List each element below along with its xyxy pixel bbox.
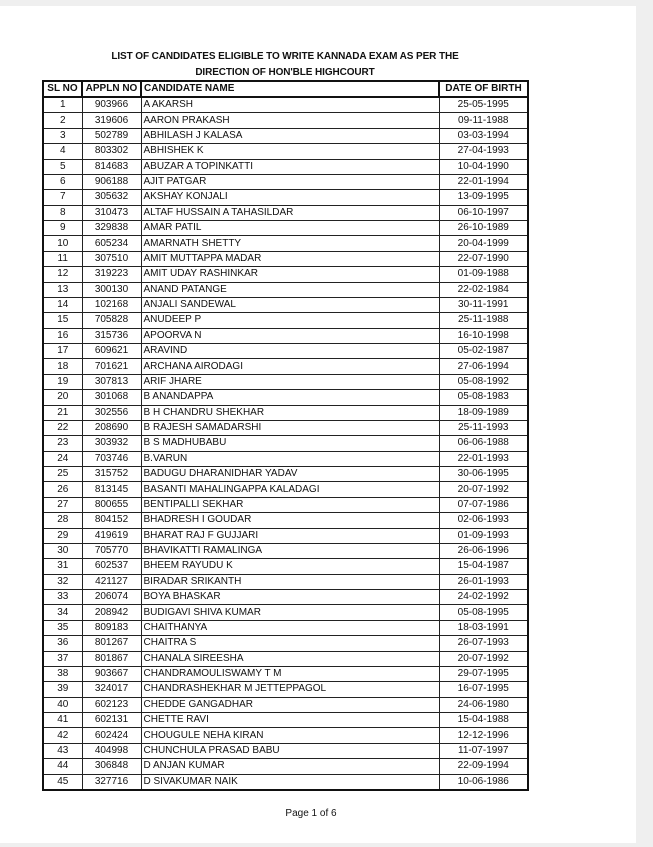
table-row <box>43 513 528 528</box>
table-row <box>43 205 528 220</box>
table-row <box>43 543 528 558</box>
table-row <box>43 159 528 174</box>
cell-candidate-name: AMIT UDAY RASHINKAR <box>141 267 439 282</box>
cell-appln-no: 701621 <box>82 359 141 374</box>
table-row <box>43 482 528 497</box>
cell-date-of-birth: 20-04-1999 <box>439 236 528 251</box>
cell-candidate-name: ABHISHEK K <box>141 144 439 159</box>
table-row <box>43 728 528 743</box>
cell-sl-no: 36 <box>43 636 82 651</box>
header-appln-no: APPLN NO <box>82 81 141 97</box>
cell-candidate-name: BOYA BHASKAR <box>141 590 439 605</box>
cell-appln-no: 305632 <box>82 190 141 205</box>
cell-date-of-birth: 06-10-1997 <box>439 205 528 220</box>
cell-date-of-birth: 30-11-1991 <box>439 297 528 312</box>
table-row <box>43 451 528 466</box>
table-body <box>43 97 528 790</box>
cell-date-of-birth: 03-03-1994 <box>439 128 528 143</box>
cell-candidate-name: B.VARUN <box>141 451 439 466</box>
cell-date-of-birth: 18-09-1989 <box>439 405 528 420</box>
table-row <box>43 313 528 328</box>
cell-sl-no: 5 <box>43 159 82 174</box>
cell-candidate-name: BADUGU DHARANIDHAR YADAV <box>141 467 439 482</box>
cell-candidate-name: A AKARSH <box>141 97 439 113</box>
cell-date-of-birth: 12-12-1996 <box>439 728 528 743</box>
cell-date-of-birth: 01-09-1988 <box>439 267 528 282</box>
cell-appln-no: 102168 <box>82 297 141 312</box>
cell-date-of-birth: 20-07-1992 <box>439 651 528 666</box>
cell-date-of-birth: 22-01-1994 <box>439 174 528 189</box>
cell-sl-no: 31 <box>43 559 82 574</box>
cell-candidate-name: BHAVIKATTI RAMALINGA <box>141 543 439 558</box>
cell-sl-no: 32 <box>43 574 82 589</box>
cell-date-of-birth: 16-07-1995 <box>439 682 528 697</box>
cell-date-of-birth: 15-04-1987 <box>439 559 528 574</box>
cell-appln-no: 208690 <box>82 420 141 435</box>
candidates-table <box>42 80 529 791</box>
cell-appln-no: 324017 <box>82 682 141 697</box>
cell-sl-no: 15 <box>43 313 82 328</box>
cell-candidate-name: CHOUGULE NEHA KIRAN <box>141 728 439 743</box>
cell-candidate-name: ALTAF HUSSAIN A TAHASILDAR <box>141 205 439 220</box>
cell-sl-no: 18 <box>43 359 82 374</box>
cell-candidate-name: B H CHANDRU SHEKHAR <box>141 405 439 420</box>
cell-sl-no: 23 <box>43 436 82 451</box>
table-row <box>43 605 528 620</box>
cell-appln-no: 303932 <box>82 436 141 451</box>
cell-candidate-name: CHAITRA S <box>141 636 439 651</box>
cell-sl-no: 9 <box>43 221 82 236</box>
cell-appln-no: 602131 <box>82 713 141 728</box>
cell-date-of-birth: 20-07-1992 <box>439 482 528 497</box>
cell-candidate-name: ANAND PATANGE <box>141 282 439 297</box>
table-row <box>43 420 528 435</box>
cell-date-of-birth: 15-04-1988 <box>439 713 528 728</box>
cell-date-of-birth: 02-06-1993 <box>439 513 528 528</box>
cell-sl-no: 7 <box>43 190 82 205</box>
table-row <box>43 467 528 482</box>
cell-date-of-birth: 05-08-1995 <box>439 605 528 620</box>
cell-candidate-name: ABUZAR A TOPINKATTI <box>141 159 439 174</box>
cell-candidate-name: ANUDEEP P <box>141 313 439 328</box>
table-row <box>43 574 528 589</box>
cell-date-of-birth: 27-04-1993 <box>439 144 528 159</box>
cell-candidate-name: BHARAT RAJ F GUJJARI <box>141 528 439 543</box>
cell-candidate-name: BIRADAR SRIKANTH <box>141 574 439 589</box>
table-row <box>43 359 528 374</box>
cell-sl-no: 35 <box>43 620 82 635</box>
cell-sl-no: 10 <box>43 236 82 251</box>
cell-candidate-name: AJIT PATGAR <box>141 174 439 189</box>
cell-appln-no: 300130 <box>82 282 141 297</box>
cell-appln-no: 307813 <box>82 374 141 389</box>
cell-candidate-name: AMAR PATIL <box>141 221 439 236</box>
cell-sl-no: 6 <box>43 174 82 189</box>
cell-date-of-birth: 22-02-1984 <box>439 282 528 297</box>
table-row <box>43 528 528 543</box>
cell-sl-no: 16 <box>43 328 82 343</box>
cell-candidate-name: CHEDDE GANGADHAR <box>141 697 439 712</box>
header-candidate-name: CANDIDATE NAME <box>141 81 439 97</box>
table-row <box>43 174 528 189</box>
cell-candidate-name: ARCHANA AIRODAGI <box>141 359 439 374</box>
table-row <box>43 636 528 651</box>
table-row <box>43 297 528 312</box>
table-row <box>43 282 528 297</box>
cell-date-of-birth: 09-11-1988 <box>439 113 528 128</box>
table-row <box>43 267 528 282</box>
cell-candidate-name: CHUNCHULA PRASAD BABU <box>141 743 439 758</box>
cell-date-of-birth: 30-06-1995 <box>439 467 528 482</box>
cell-appln-no: 605234 <box>82 236 141 251</box>
table-row <box>43 128 528 143</box>
cell-sl-no: 3 <box>43 128 82 143</box>
cell-date-of-birth: 10-04-1990 <box>439 159 528 174</box>
cell-date-of-birth: 26-10-1989 <box>439 221 528 236</box>
cell-candidate-name: ARIF JHARE <box>141 374 439 389</box>
cell-appln-no: 906188 <box>82 174 141 189</box>
table-row <box>43 144 528 159</box>
table-row <box>43 697 528 712</box>
table-row <box>43 221 528 236</box>
cell-sl-no: 2 <box>43 113 82 128</box>
cell-date-of-birth: 22-07-1990 <box>439 251 528 266</box>
cell-appln-no: 315736 <box>82 328 141 343</box>
document-page <box>0 6 636 843</box>
cell-appln-no: 327716 <box>82 774 141 790</box>
table-row <box>43 713 528 728</box>
cell-date-of-birth: 24-06-1980 <box>439 697 528 712</box>
cell-sl-no: 41 <box>43 713 82 728</box>
cell-candidate-name: AKSHAY KONJALI <box>141 190 439 205</box>
cell-date-of-birth: 16-10-1998 <box>439 328 528 343</box>
table-row <box>43 251 528 266</box>
cell-sl-no: 38 <box>43 666 82 681</box>
table-row <box>43 436 528 451</box>
cell-appln-no: 602424 <box>82 728 141 743</box>
cell-appln-no: 602123 <box>82 697 141 712</box>
cell-sl-no: 12 <box>43 267 82 282</box>
cell-candidate-name: BUDIGAVI SHIVA KUMAR <box>141 605 439 620</box>
table-row <box>43 328 528 343</box>
table-row <box>43 743 528 758</box>
cell-sl-no: 37 <box>43 651 82 666</box>
cell-appln-no: 814683 <box>82 159 141 174</box>
cell-sl-no: 40 <box>43 697 82 712</box>
cell-candidate-name: B RAJESH SAMADARSHI <box>141 420 439 435</box>
cell-date-of-birth: 26-06-1996 <box>439 543 528 558</box>
cell-candidate-name: ARAVIND <box>141 344 439 359</box>
cell-candidate-name: BHADRESH I GOUDAR <box>141 513 439 528</box>
cell-sl-no: 45 <box>43 774 82 790</box>
cell-sl-no: 8 <box>43 205 82 220</box>
cell-appln-no: 404998 <box>82 743 141 758</box>
cell-appln-no: 301068 <box>82 390 141 405</box>
cell-candidate-name: BASANTI MAHALINGAPPA KALADAGI <box>141 482 439 497</box>
table-row <box>43 651 528 666</box>
cell-appln-no: 813145 <box>82 482 141 497</box>
table-row <box>43 374 528 389</box>
cell-appln-no: 903667 <box>82 666 141 681</box>
table-row <box>43 666 528 681</box>
cell-appln-no: 307510 <box>82 251 141 266</box>
cell-candidate-name: CHANALA SIREESHA <box>141 651 439 666</box>
cell-appln-no: 801267 <box>82 636 141 651</box>
table-row <box>43 620 528 635</box>
cell-date-of-birth: 24-02-1992 <box>439 590 528 605</box>
cell-date-of-birth: 01-09-1993 <box>439 528 528 543</box>
cell-date-of-birth: 05-08-1983 <box>439 390 528 405</box>
cell-candidate-name: CHAITHANYA <box>141 620 439 635</box>
cell-appln-no: 803302 <box>82 144 141 159</box>
cell-date-of-birth: 11-07-1997 <box>439 743 528 758</box>
cell-candidate-name: AMIT MUTTAPPA MADAR <box>141 251 439 266</box>
cell-date-of-birth: 29-07-1995 <box>439 666 528 681</box>
cell-candidate-name: D SIVAKUMAR NAIK <box>141 774 439 790</box>
cell-candidate-name: B ANANDAPPA <box>141 390 439 405</box>
cell-date-of-birth: 10-06-1986 <box>439 774 528 790</box>
cell-appln-no: 903966 <box>82 97 141 113</box>
cell-date-of-birth: 26-07-1993 <box>439 636 528 651</box>
cell-sl-no: 21 <box>43 405 82 420</box>
cell-date-of-birth: 18-03-1991 <box>439 620 528 635</box>
cell-appln-no: 502789 <box>82 128 141 143</box>
cell-sl-no: 1 <box>43 97 82 113</box>
cell-sl-no: 25 <box>43 467 82 482</box>
cell-appln-no: 206074 <box>82 590 141 605</box>
cell-candidate-name: ANJALI SANDEWAL <box>141 297 439 312</box>
cell-sl-no: 20 <box>43 390 82 405</box>
document-title-line1: LIST OF CANDIDATES ELIGIBLE TO WRITE KANNADA EXAM AS PER THE <box>111 51 459 62</box>
cell-date-of-birth: 06-06-1988 <box>439 436 528 451</box>
cell-sl-no: 11 <box>43 251 82 266</box>
cell-date-of-birth: 26-01-1993 <box>439 574 528 589</box>
table-row <box>43 559 528 574</box>
cell-sl-no: 27 <box>43 497 82 512</box>
cell-date-of-birth: 22-01-1993 <box>439 451 528 466</box>
cell-appln-no: 609621 <box>82 344 141 359</box>
cell-sl-no: 30 <box>43 543 82 558</box>
cell-date-of-birth: 25-11-1988 <box>439 313 528 328</box>
cell-appln-no: 319606 <box>82 113 141 128</box>
cell-candidate-name: BHEEM RAYUDU K <box>141 559 439 574</box>
cell-candidate-name: AARON PRAKASH <box>141 113 439 128</box>
cell-appln-no: 315752 <box>82 467 141 482</box>
cell-appln-no: 419619 <box>82 528 141 543</box>
cell-appln-no: 703746 <box>82 451 141 466</box>
table-row <box>43 97 528 113</box>
cell-sl-no: 34 <box>43 605 82 620</box>
cell-appln-no: 602537 <box>82 559 141 574</box>
table-row <box>43 405 528 420</box>
table-row <box>43 190 528 205</box>
table-row <box>43 236 528 251</box>
cell-appln-no: 705770 <box>82 543 141 558</box>
cell-appln-no: 804152 <box>82 513 141 528</box>
cell-sl-no: 28 <box>43 513 82 528</box>
page-number: Page 1 of 6 <box>285 808 337 819</box>
cell-date-of-birth: 05-08-1992 <box>439 374 528 389</box>
cell-sl-no: 26 <box>43 482 82 497</box>
cell-appln-no: 208942 <box>82 605 141 620</box>
cell-candidate-name: CHANDRASHEKHAR M JETTEPPAGOL <box>141 682 439 697</box>
cell-sl-no: 4 <box>43 144 82 159</box>
cell-sl-no: 17 <box>43 344 82 359</box>
table-row <box>43 759 528 774</box>
cell-candidate-name: CHETTE RAVI <box>141 713 439 728</box>
cell-sl-no: 29 <box>43 528 82 543</box>
cell-appln-no: 705828 <box>82 313 141 328</box>
cell-date-of-birth: 27-06-1994 <box>439 359 528 374</box>
header-date-of-birth: DATE OF BIRTH <box>439 81 528 97</box>
cell-sl-no: 19 <box>43 374 82 389</box>
cell-sl-no: 33 <box>43 590 82 605</box>
cell-sl-no: 14 <box>43 297 82 312</box>
cell-appln-no: 319223 <box>82 267 141 282</box>
cell-appln-no: 302556 <box>82 405 141 420</box>
cell-candidate-name: APOORVA N <box>141 328 439 343</box>
cell-date-of-birth: 07-07-1986 <box>439 497 528 512</box>
cell-date-of-birth: 25-05-1995 <box>439 97 528 113</box>
cell-candidate-name: CHANDRAMOULISWAMY T M <box>141 666 439 681</box>
cell-sl-no: 24 <box>43 451 82 466</box>
table-row <box>43 390 528 405</box>
cell-candidate-name: AMARNATH SHETTY <box>141 236 439 251</box>
table-row <box>43 774 528 790</box>
header-sl-no: SL NO <box>43 81 82 97</box>
cell-appln-no: 800655 <box>82 497 141 512</box>
cell-appln-no: 306848 <box>82 759 141 774</box>
cell-sl-no: 43 <box>43 743 82 758</box>
cell-sl-no: 44 <box>43 759 82 774</box>
cell-appln-no: 809183 <box>82 620 141 635</box>
cell-date-of-birth: 13-09-1995 <box>439 190 528 205</box>
cell-candidate-name: D ANJAN KUMAR <box>141 759 439 774</box>
cell-candidate-name: BENTIPALLI SEKHAR <box>141 497 439 512</box>
cell-sl-no: 22 <box>43 420 82 435</box>
cell-sl-no: 39 <box>43 682 82 697</box>
cell-date-of-birth: 25-11-1993 <box>439 420 528 435</box>
cell-date-of-birth: 05-02-1987 <box>439 344 528 359</box>
table-row <box>43 590 528 605</box>
cell-candidate-name: ABHILASH J KALASA <box>141 128 439 143</box>
cell-candidate-name: B S MADHUBABU <box>141 436 439 451</box>
cell-appln-no: 310473 <box>82 205 141 220</box>
table-row <box>43 113 528 128</box>
cell-appln-no: 421127 <box>82 574 141 589</box>
document-title-line2: DIRECTION OF HON'BLE HIGHCOURT <box>195 67 375 78</box>
table-header-row <box>43 81 528 97</box>
cell-sl-no: 42 <box>43 728 82 743</box>
cell-appln-no: 329838 <box>82 221 141 236</box>
cell-date-of-birth: 22-09-1994 <box>439 759 528 774</box>
table-row <box>43 497 528 512</box>
table-row <box>43 344 528 359</box>
table-row <box>43 682 528 697</box>
cell-appln-no: 801867 <box>82 651 141 666</box>
cell-sl-no: 13 <box>43 282 82 297</box>
